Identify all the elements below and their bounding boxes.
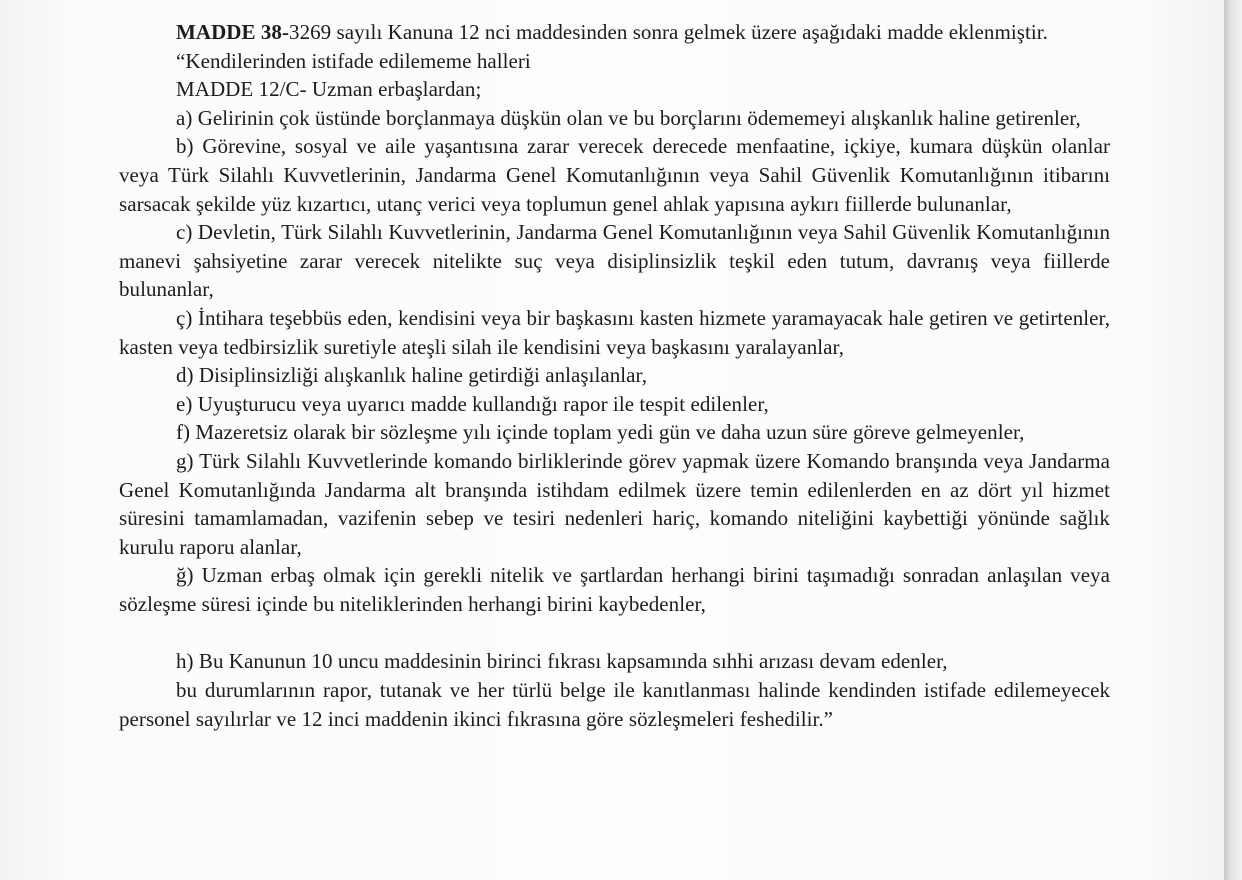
page-edge-shadow bbox=[1224, 0, 1242, 880]
law-text bbox=[119, 18, 1110, 733]
item-g: g) Türk Silahlı Kuvvetlerinde komando birliklerinde görev yapmak üzere Komando branşında veya Jandarma Genel Komutanlığında Jandarma alt branşında istihdam edilmek üzere temin edilenlerden en az dört yıl hizmet süresini tamamlamadan, vazifenin sebep ve tesiri nedenleri hariç, komando niteliğini kaybettiği yönünde sağlık kurulu raporu alanlar, bbox=[119, 448, 1110, 559]
item-c-cedilla: ç) İntihara teşebbüs eden, kendisini veya bir başkasını kasten hizmete yaramayacak hale getiren ve getirtenler, kasten veya tedbirsizlik suretiyle ateşli silah ile kendisini veya başkasını yaralayanlar, bbox=[119, 305, 1110, 359]
item-f: f) Mazeretsiz olarak bir sözleşme yılı içinde toplam yedi gün ve daha uzun süre göreve gelmeyenler, bbox=[176, 420, 1025, 445]
madde-label: MADDE 38- bbox=[176, 20, 290, 44]
item-e: e) Uyuşturucu veya uyarıcı madde kullandığı rapor ile tespit edilenler, bbox=[176, 391, 769, 416]
item-c: c) Devletin, Türk Silahlı Kuvvetlerinin, Jandarma Genel Komutanlığının veya Sahil Güvenlik Komutanlığının manevi şahsiyetine zarar verecek nitelikte suç veya disiplinsizlik teşkil eden tutum, davranış veya fiillerde bulunanlar, bbox=[119, 220, 1110, 302]
intro-paragraph bbox=[119, 18, 1110, 47]
intro-text: 3269 sayılı Kanuna 12 nci maddesinden sonra gelmek üzere aşağıdaki madde eklenmiştir. bbox=[289, 20, 1048, 44]
article-subheading: MADDE 12/C- Uzman erbaşlardan; bbox=[176, 77, 482, 102]
item-g-breve: ğ) Uzman erbaş olmak için gerekli nitelik ve şartlardan herhangi birini taşımadığı sonradan anlaşılan veya sözleşme süresi içinde bu niteliklerinden herhangi birini kaybedenler, bbox=[119, 563, 1110, 616]
item-b: b) Görevine, sosyal ve aile yaşantısına zarar verecek derecede menfaatine, içkiye, kumara düşkün olanlar veya Türk Silahlı Kuvvetlerinin, Jandarma Genel Komutanlığının veya Sahil Güvenlik Komutanlığının itibarını sarsacak şekilde yüz kızartıcı, utanç verici veya toplumun genel ahlak yapısına aykırı fiillerde bulunanlar, bbox=[119, 134, 1110, 216]
article-heading: “Kendilerinden istifade edilememe halleri bbox=[176, 48, 531, 73]
item-a: a) Gelirinin çok üstünde borçlanmaya düşkün olan ve bu borçlarını ödememeyi alışkanlık haline getirenler, bbox=[176, 105, 1081, 130]
item-d: d) Disiplinsizliği alışkanlık haline getirdiği anlaşılanlar, bbox=[176, 363, 648, 388]
closing-paragraph: bu durumlarının rapor, tutanak ve her türlü belge ile kanıtlanması halinde kendinden istifade edilemeyecek personel sayılırlar ve 12 inci maddenin ikinci fıkrasına göre sözleşmeleri feshedilir.” bbox=[119, 678, 1110, 731]
item-h: h) Bu Kanunun 10 uncu maddesinin birinci fıkrası kapsamında sıhhi arızası devam edenler, bbox=[176, 649, 948, 674]
